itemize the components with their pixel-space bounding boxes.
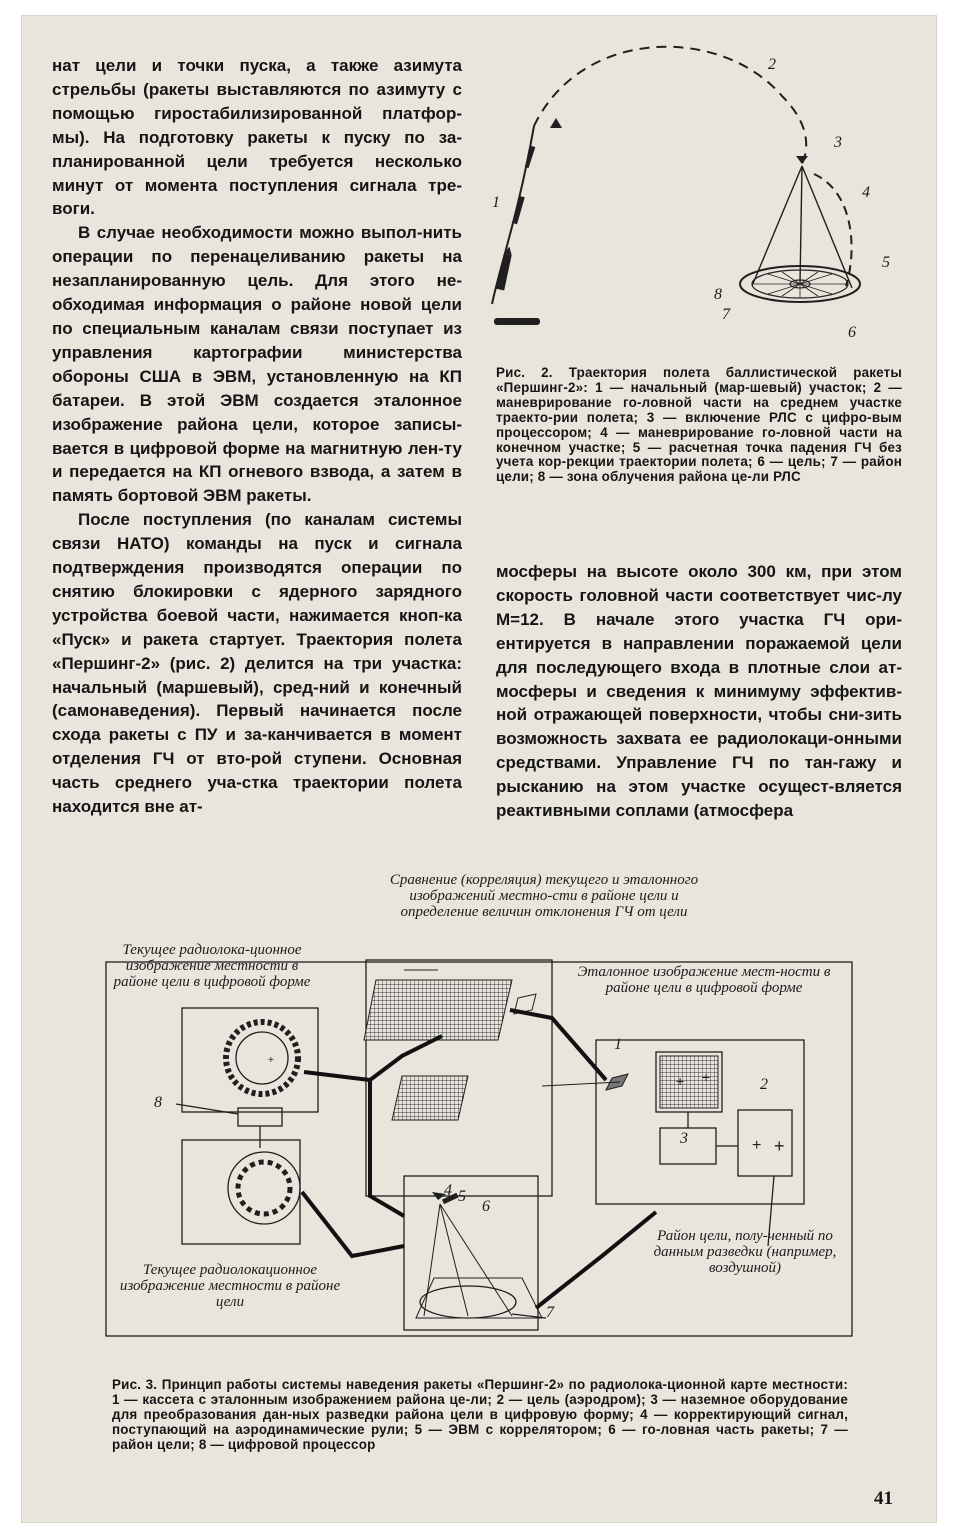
label-comparison: Сравнение (корреляция) текущего и эталонного изображений местно-сти в районе цели и определение величин отклонения ГЧ от цели <box>389 872 699 920</box>
figure3-guidance-diagram <box>22 16 936 1356</box>
label-recon-area: Район цели, полу-ченный по данным разведки (например, воздушной) <box>653 1228 837 1276</box>
fig3-number-8: 8 <box>154 1094 162 1111</box>
signal-line-left <box>304 1072 404 1216</box>
paragraph: мосферы на высоте около 300 км, при этом скорость головной части соответствует чис-лу М=12. В начале этого участка ГЧ ори-ентируется в направлении поражаемой цели для последующего входа в плотные слои ат-мосферы и сведения к минимуму эффектив-ной отражающей поверхности, чтобы сни-зить возможность захвата ее радиолокаци-онными средствами. Управление ГЧ по тан-гажу и рысканию на этом участке осущест-вляется реактивными соплами (атмосфера <box>496 562 902 821</box>
fig2-number-5: 5 <box>882 254 890 271</box>
svg-text:+: + <box>268 1055 274 1066</box>
correlator-grid-bottom <box>392 1076 468 1120</box>
fig2-number-6: 6 <box>848 324 856 341</box>
svg-text:+: + <box>774 1136 785 1156</box>
figure2-caption: Рис. 2. Траектория полета баллистической ракеты «Першинг-2»: 1 — начальный (мар-шевый) участок; 2 — маневрирование го-ловной части на среднем участке траекто-рии полета; 3 — включение РЛС с цифро-вым процессором; 4 — маневрирование го-ловной части на конечном участке; 5 — расчетная точка падения ГЧ без учета кор-рекции траектории полета; 6 — цель; 7 — район цели; 8 — зона облучения района це-ли РЛС <box>496 365 902 485</box>
paragraph: нат цели и точки пуска, а также азимута стрельбы (ракеты выставляются по азимуту с помощью гиростабилизированной платфор-мы). На подготовку ракеты к пуску по за-планированной цели требуется несколько минут от момента поступления сигнала тре-воги. <box>52 56 462 219</box>
svg-text:+: + <box>702 1069 711 1085</box>
svg-text:+: + <box>752 1137 762 1154</box>
magazine-page <box>22 16 936 1522</box>
fig3-number-5: 5 <box>458 1188 466 1205</box>
svg-text:+: + <box>676 1073 685 1089</box>
paragraph: После поступления (по каналам системы связи НАТО) команды на пуск и сигнала подтверждения производятся операции по снятию блокировки с ядерного зарядного устройства боевой части, нажимается кноп-ка «Пуск» и ракета стартует. Траектория полета «Першинг-2» (рис. 2) делится на три участка: начальный (маршевый), сред-ний и конечный (самонаведения). Первый начинается после схода ракеты с ПУ и за-канчивается в момент отделения ГЧ от вто-рой ступени. Основная часть среднего уча-стка траектории полета находится вне ат- <box>52 510 462 817</box>
label-current-area: Текущее радиолокационное изображение местности в районе цели <box>119 1262 341 1310</box>
fig3-number-3: 3 <box>680 1130 688 1147</box>
fig2-number-3: 3 <box>834 134 842 151</box>
fig3-number-2: 2 <box>760 1076 768 1093</box>
paragraph: В случае необходимости можно выпол-нить операции по перенацеливанию ракеты на незапланированную цель. Для этого не-обходимая информация о районе новой цели по специальным каналам связи поступает из управления картографии министерства обороны США в ЭВМ, установленную на КП батареи. В этой ЭВМ создается эталонное изображение района цели, которое записы-вается в цифровой форме на магнитную лен-ту и передается на КП огневого взвода, а затем в память бортовой ЭВМ ракеты. <box>52 223 462 506</box>
fig3-number-1: 1 <box>614 1036 622 1053</box>
fig2-number-1: 1 <box>492 194 500 211</box>
ground-equipment-block <box>660 1128 716 1164</box>
fig2-number-4: 4 <box>862 184 870 201</box>
fig3-number-6: 6 <box>482 1198 490 1215</box>
fig3-number-4: 4 <box>444 1182 452 1199</box>
fig3-number-7: 7 <box>546 1304 554 1321</box>
fig2-number-8: 8 <box>714 286 722 303</box>
label-current-digital: Текущее радиолока-ционное изображение местности в районе цели в цифровой форме <box>113 942 311 990</box>
page-number: 41 <box>874 1488 893 1509</box>
fig2-number-2: 2 <box>768 56 776 73</box>
signal-line-right <box>510 1010 606 1080</box>
digital-processor-block <box>238 1108 282 1126</box>
current-area-box <box>182 1140 300 1244</box>
fig2-number-7: 7 <box>722 306 730 323</box>
figure3-caption: Рис. 3. Принцип работы системы наведения ракеты «Першинг-2» по радиолока-ционной карте местности: 1 — кассета с эталонным изображением района це-ли; 2 — цель (аэродром); 3 — наземное оборудование для преобразования дан-ных разведки района цели в цифровую форму; 4 — корректирующий сигнал, поступающий на аэродинамические рули; 5 — ЭВМ с коррелятором; 6 — го-ловная часть ракеты; 7 — район цели; 8 — цифровой процессор <box>112 1377 848 1452</box>
correlator-grid-top <box>364 980 512 1040</box>
label-reference-digital: Эталонное изображение мест-ности в районе цели в цифровой форме <box>577 964 831 996</box>
